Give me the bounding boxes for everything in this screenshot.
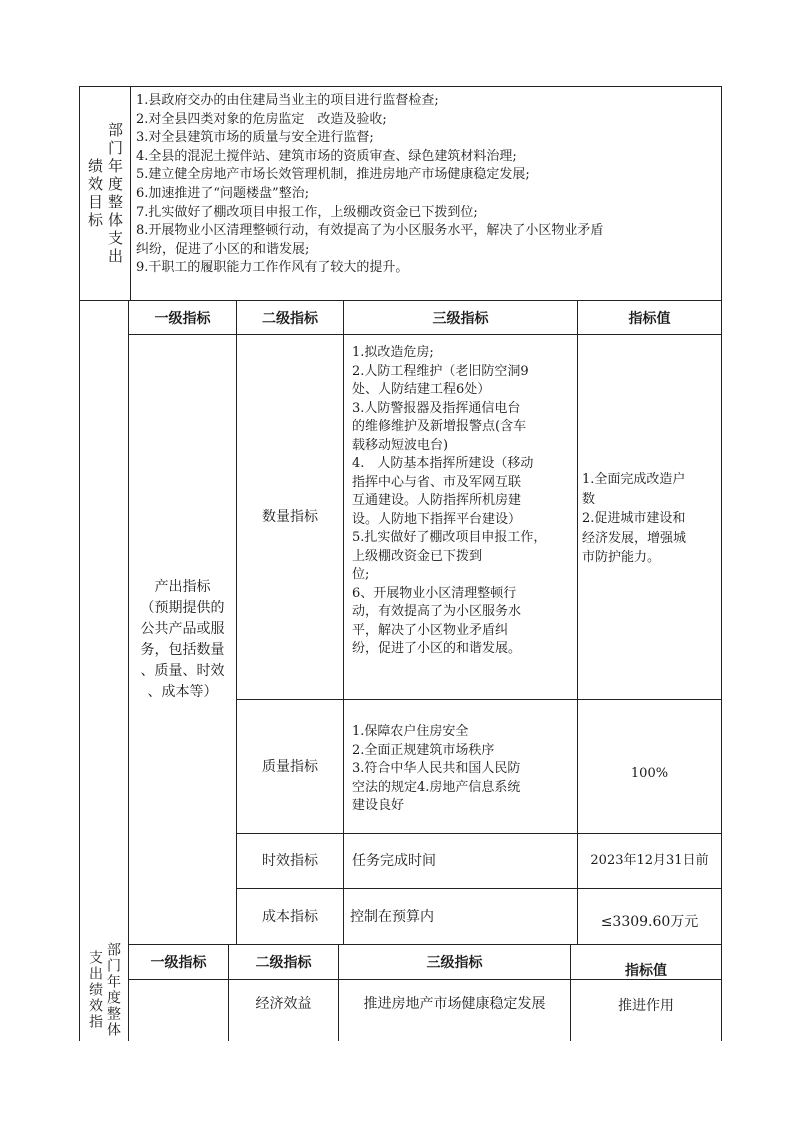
quantity-detail-line: 平，解决了小区物业矛盾纠 <box>352 622 509 638</box>
goal-item: 8.开展物业小区清理整顿行动，有效提高了为小区服务水平，解决了小区物业矛盾 <box>136 223 604 239</box>
quantity-value-line: 2.促进城市建设和 <box>582 511 686 526</box>
quantity-detail-line: 指挥中心与省、市及军网互联 <box>352 474 522 490</box>
output-label-line: 务，包括数量 <box>140 641 225 658</box>
second-side-label <box>80 935 128 1041</box>
economic-value: 推进作用 <box>618 997 674 1014</box>
header-level2: 二级指标 <box>262 310 318 327</box>
quantity-value <box>582 470 718 568</box>
quantity-detail-line: 的维修维护及新增报警点(含车 <box>352 419 527 434</box>
goal-item: 1.县政府交办的由住建局当业主的项目进行监督检查; <box>136 93 439 108</box>
quantity-detail-line: 6、开展物业小区清理整顿行 <box>352 585 517 601</box>
quality-detail-line: 3.符合中华人民共和国人民防 <box>352 761 521 776</box>
output-label-line: 、成本等） <box>147 683 218 700</box>
quantity-detail-line: 2.人防工程维护（老旧防空洞9 <box>352 363 529 379</box>
quantity-detail-line: 处、人防结建工程6处） <box>352 382 491 397</box>
quantity-value-line: 1.全面完成改造户 <box>582 472 686 487</box>
output-label-line: 公共产品或服 <box>140 620 225 637</box>
header-level3: 三级指标 <box>432 310 489 327</box>
header2-level3: 三级指标 <box>426 955 483 971</box>
quantity-detail-line: 3.人防警报器及指挥通信电台 <box>352 400 521 416</box>
goal-item: 3.对全县建筑市场的质量与安全进行监督; <box>136 130 374 146</box>
goal-item: 4.全县的混泥土搅伴站、建筑市场的资质审查、绿色建筑材料治理; <box>136 148 517 164</box>
goal-side-label <box>80 87 130 300</box>
quantity-detail-line: 上级棚改资金已下拨到 <box>352 548 483 564</box>
timeliness-indicator-name: 时效指标 <box>262 853 318 869</box>
quantity-detail-line: 互通建设。人防指挥所机房建 <box>352 493 522 508</box>
cost-indicator-name: 成本指标 <box>262 908 318 925</box>
goal-item: 5.建立健全房地产市场长效管理机制，推进房地产市场健康稳定发展; <box>136 167 530 183</box>
quality-detail-line: 2.全面正规建筑市场秩序 <box>352 742 495 758</box>
quality-detail-line: 1.保障农户住房安全 <box>352 724 469 739</box>
header2-level2: 二级指标 <box>255 955 312 971</box>
quantity-value-line: 市防护能力。 <box>582 550 661 565</box>
quantity-value-line: 经济发展，增强城 <box>582 530 687 546</box>
second-side-label-text: 部门年度整体支出绩效指 <box>87 942 121 1038</box>
quantity-detail-line: 1.拟改造危房; <box>352 345 434 360</box>
quality-detail-line: 空法的规定4.房地产信息系统 <box>352 779 521 795</box>
quantity-value-line: 数 <box>582 491 596 507</box>
quantity-detail-line: 纷，促进了小区的和谐发展。 <box>352 641 522 656</box>
output-indicator-label <box>129 335 236 944</box>
goal-item: 纠纷，促进了小区的和谐发展; <box>136 241 310 257</box>
header-value: 指标值 <box>628 310 671 327</box>
goal-item: 7.扎实做好了棚改项目申报工作，上级棚改资金已下拨到位; <box>136 204 478 220</box>
goal-item: 6.加速推进了“问题楼盘”整治; <box>136 185 310 201</box>
header2-level1: 一级指标 <box>150 955 207 971</box>
goal-side-label-text: 部门年度整体支出绩效目标 <box>86 121 124 266</box>
header-level1: 一级指标 <box>154 310 211 327</box>
quality-details <box>352 723 574 816</box>
goal-divider <box>130 86 131 300</box>
quality-detail-line: 建设良好 <box>352 798 405 813</box>
timeliness-value: 2023年12月31日前 <box>590 853 709 868</box>
table-border-top <box>79 86 722 87</box>
quantity-detail-line: 动，有效提高了为小区服务水 <box>352 604 522 619</box>
output-label-line: 、质量、时效 <box>140 662 225 679</box>
timeliness-detail: 任务完成时间 <box>352 853 436 869</box>
cost-value: ≤3309.60万元 <box>600 914 699 930</box>
quantity-detail-line: 5.扎实做好了棚改项目申报工作， <box>352 530 547 545</box>
goal-item: 9.干职工的履职能力工作作风有了较大的提升。 <box>136 260 409 276</box>
quality-value: 100% <box>630 766 669 781</box>
quality-indicator-name: 质量指标 <box>262 758 318 775</box>
quantity-detail-line: 4. 人防基本指挥所建设（移动 <box>352 456 534 471</box>
cost-detail: 控制在预算内 <box>350 908 434 925</box>
quantity-detail-line: 设。人防地下指挥平台建设） <box>352 511 522 527</box>
quantity-detail-line: 载移动短波电台) <box>352 437 449 453</box>
quantity-details <box>352 344 574 659</box>
goal-item: 2.对全县四类对象的危房监定 改造及验收; <box>136 111 387 127</box>
economic-indicator-name: 经济效益 <box>255 995 312 1012</box>
economic-detail: 推进房地产市场健康稳定发展 <box>363 995 546 1012</box>
output-label-line: 产出指标 <box>154 578 211 595</box>
quantity-indicator-name: 数量指标 <box>262 509 318 525</box>
quantity-detail-line: 位; <box>352 567 370 582</box>
output-label-line: （预期提供的 <box>140 599 225 616</box>
goal-list <box>136 92 721 278</box>
table-border-right <box>721 86 722 1041</box>
header2-value: 指标值 <box>625 963 667 979</box>
